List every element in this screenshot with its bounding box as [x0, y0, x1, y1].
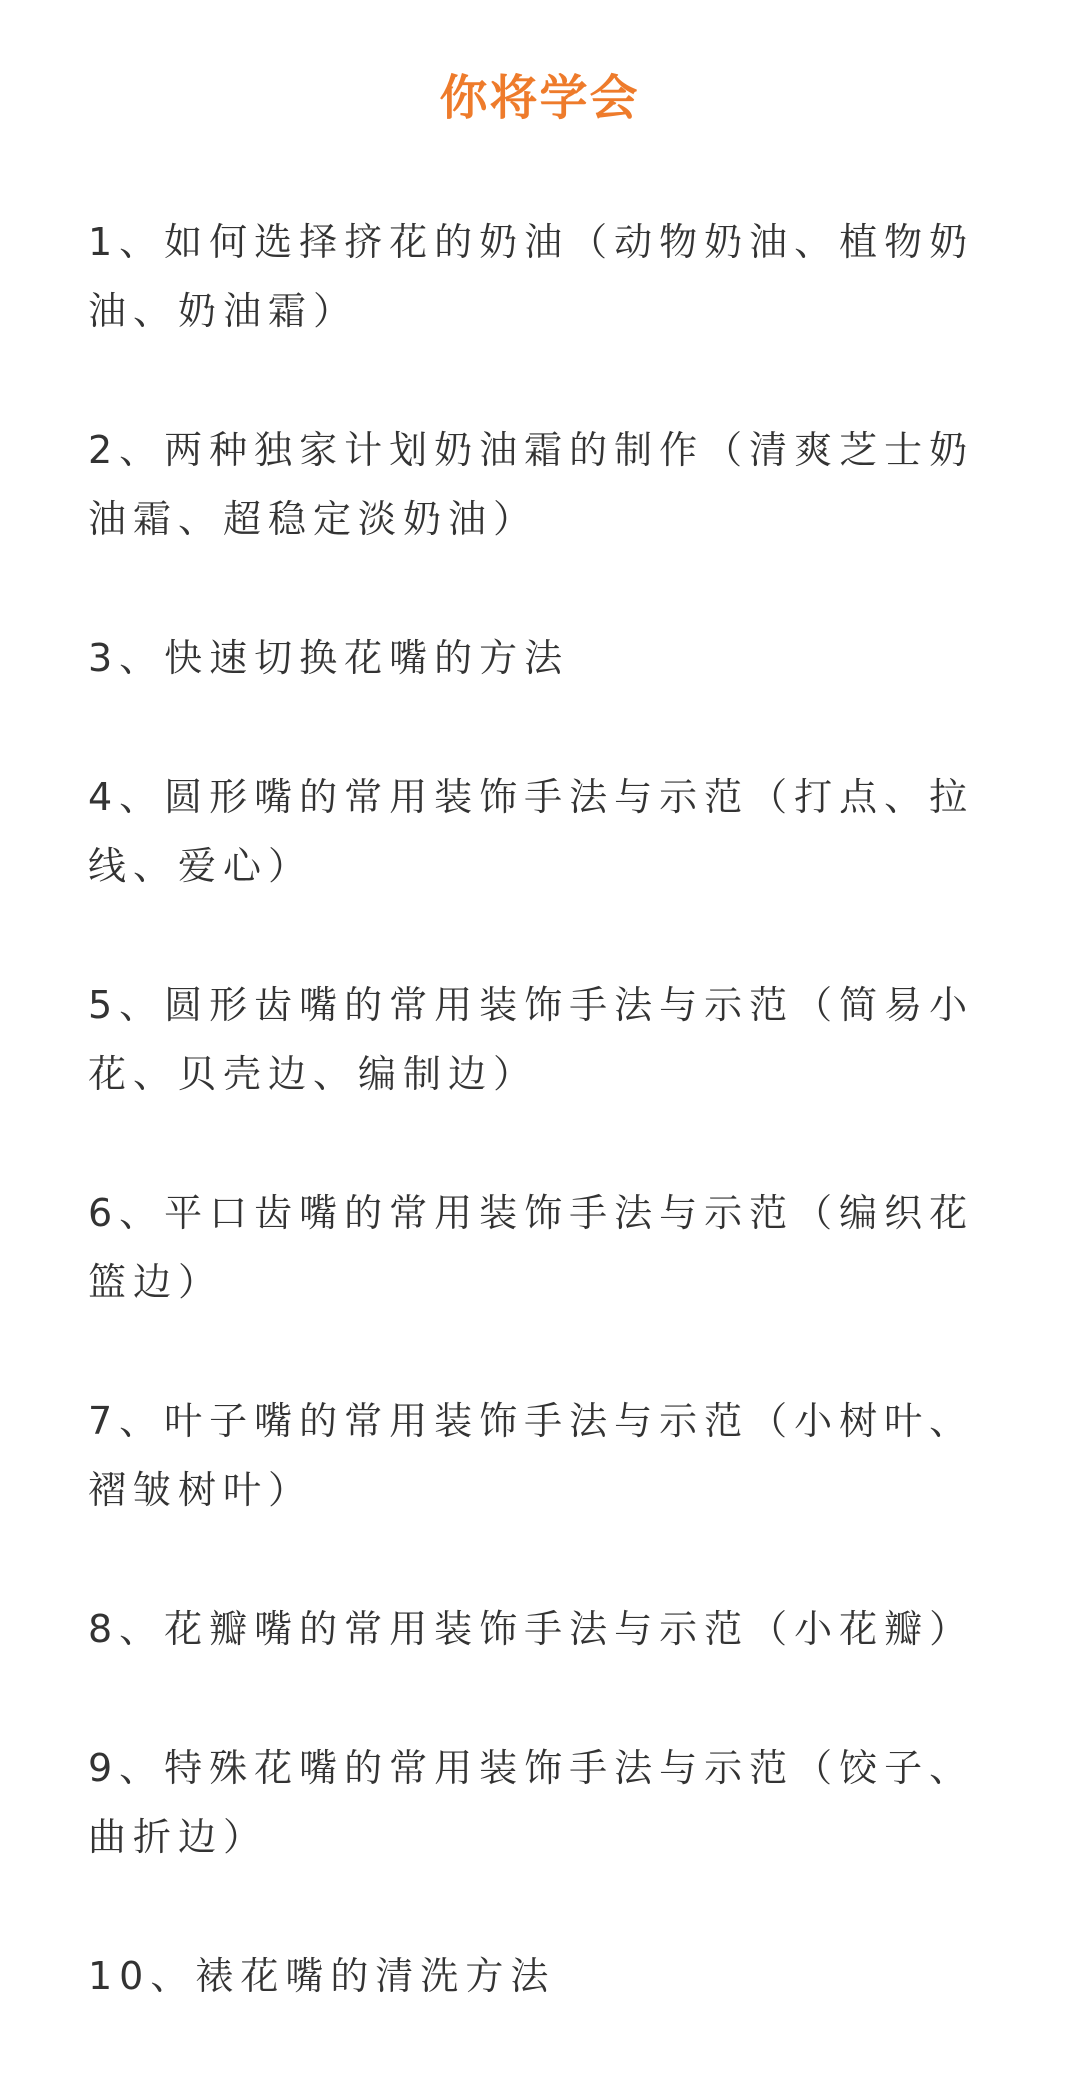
list-item: 5、圆形齿嘴的常用装饰手法与示范（简易小花、贝壳边、编制边）: [88, 983, 975, 1096]
list-item: 4、圆形嘴的常用装饰手法与示范（打点、拉线、爱心）: [88, 775, 975, 888]
list-item: 1、如何选择挤花的奶油（动物奶油、植物奶油、奶油霜）: [88, 220, 975, 333]
learning-list: [88, 208, 994, 2081]
list-item: 6、平口齿嘴的常用装饰手法与示范（编织花篮边）: [88, 1191, 975, 1304]
list-item: 3、快速切换花嘴的方法: [88, 636, 570, 680]
section-title: 你将学会: [439, 70, 640, 126]
list-item: 10、裱花嘴的清洗方法: [88, 1954, 556, 1998]
list-item: 7、叶子嘴的常用装饰手法与示范（小树叶、褶皱树叶）: [88, 1399, 975, 1512]
list-item: 9、特殊花嘴的常用装饰手法与示范（饺子、曲折边）: [88, 1746, 975, 1859]
list-item: 2、两种独家计划奶油霜的制作（清爽芝士奶油霜、超稳定淡奶油）: [88, 428, 975, 541]
list-item: 8、花瓣嘴的常用装饰手法与示范（小花瓣）: [88, 1607, 975, 1651]
